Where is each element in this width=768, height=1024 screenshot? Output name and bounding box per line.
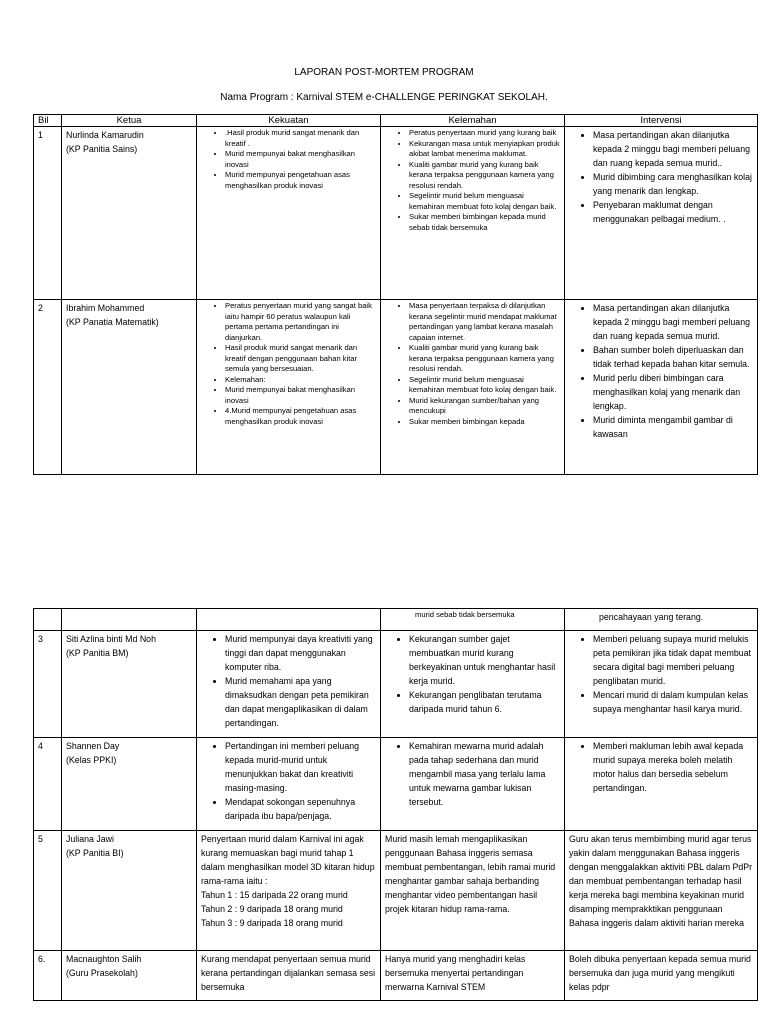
row-kekuatan	[197, 127, 381, 300]
list-item: • Kemahiran mewarna murid adalah pada tahap sederhana dan murid mengambil masa yang terlalu lama untuk mewarna gambar lukisan tersebut.	[409, 739, 560, 809]
header-kelemahan: Kelemahan	[381, 115, 565, 127]
row-kelemahan: Murid masih lemah mengaplikasikan penggunaan Bahasa inggeris semasa membuat pembentangan, lebih ramai murid menghantar gambar sahaja berbanding menghantar video pembentangan hasil projek kitaran hidup rama-rama.	[381, 831, 565, 951]
row-ketua: Siti Azlina binti Md Noh (KP Panitia BM)	[62, 631, 197, 738]
list-item: • Mendapat sokongan sepenuhnya daripada ibu bapa/penjaga.	[225, 795, 376, 823]
row-ketua: Macnaughton Salih (Guru Prasekolah)	[62, 951, 197, 1001]
row-intervensi	[565, 631, 758, 738]
row-bil: 5	[34, 831, 62, 951]
program-name: Nama Program : Karnival STEM e-CHALLENGE PERINGKAT SEKOLAH.	[220, 92, 548, 103]
continuation-row	[34, 609, 758, 631]
list-item: • Kualiti gambar murid yang kurang baik kerana terpaksa penggunaan kamera yang resolusi rendah.	[409, 343, 560, 375]
list-item: • Segelintir murid belum menguasai kemahiran membuat foto kolaj dengan baik.	[409, 375, 560, 396]
table-row	[34, 831, 758, 951]
row-bil: 2	[34, 300, 62, 475]
list-item: • Penyebaran maklumat dengan menggunakan pelbagai medium. .	[593, 198, 753, 226]
row-kekuatan	[197, 631, 381, 738]
table-row	[34, 951, 758, 1001]
list-item: • Murid perlu diberi bimbingan cara menghasilkan kolaj yang menarik dan lengkap.	[593, 371, 753, 413]
list-item: • Kualiti gambar murid yang kurang baik kerana terpaksa penggunaan kamera yang resolusi rendah.	[409, 160, 560, 192]
list-item: • Masa pertandingan akan dilanjutka kepada 2 minggu bagi memberi peluang dan ruang kepada semua murid.	[593, 301, 753, 343]
table-row	[34, 127, 758, 300]
list-item: • Murid mempunyai bakat menghasilkan inovasi	[225, 149, 376, 170]
list-item: • Murid memahami apa yang dimaksudkan dengan peta pemikiran dan dapat mengaplikasikan di dalam pertandingan.	[225, 674, 376, 730]
row-bil: 1	[34, 127, 62, 300]
list-item: • Peratus penyertaan murid yang kurang baik	[409, 128, 560, 139]
list-item: • Segelintir murid belum menguasai kemahiran membuat foto kolaj dengan baik.	[409, 191, 560, 212]
list-item: • Memberi peluang supaya murid melukis peta pemikiran jika tidak dapat membuat secara digital bagi memberi peluang penglibatan murid.	[593, 632, 753, 688]
row-intervensi: Guru akan terus membimbing murid agar terus yakin dalam menggunakan Bahasa inggeris dengan menggalakkan aktiviti PBL dalam PdPr dan membuat pembentangan terhadap hasil kerja mereka bagi membina keyakinan murid disamping memprakktikan penggunaan Bahasa inggeris dalam aktiviti harian mereka	[565, 831, 758, 951]
table-row	[34, 300, 758, 475]
table-row	[34, 738, 758, 831]
list-item: • Sukar memberi bimbingan kepada	[409, 417, 560, 428]
list-item: • Kekurangan penglibatan terutama daripada murid tahun 6.	[409, 688, 560, 716]
page-title: LAPORAN POST-MORTEM PROGRAM	[294, 67, 474, 78]
row-ketua: Ibrahim Mohammed (KP Panatia Matematik)	[62, 300, 197, 475]
row-kelemahan	[381, 631, 565, 738]
list-item: • Murid mempunyai pengetahuan asas menghasilkan produk inovasi	[225, 170, 376, 191]
list-item: • Masa pertandingan akan dilanjutka kepada 2 minggu bagi memberi peluang dan ruang kepada semua murid..	[593, 128, 753, 170]
list-item: • .Hasil produk murid sangat menarik dan kreatif .	[225, 128, 376, 149]
list-item: • Memberi makluman lebih awal kepada murid supaya mereka boleh melatih motor halus dan bersedia sebelum pertandingan.	[593, 739, 753, 795]
row-intervensi: Boleh dibuka penyertaan kepada semua murid bersemuka dan juga murid yang mengikuti kelas pdpr	[565, 951, 758, 1001]
row-intervensi: pencahayaan yang terang.	[565, 609, 758, 631]
list-item: • Peratus penyertaan murid yang sangat baik iaitu hampir 60 peratus walaupun kali pertama pertama pertandingan ini dianjurkan.	[225, 301, 376, 343]
list-item: • Masa penyertaan terpaksa di dilanjutkan kerana segelintir murid mendapat maklumat pertandingan yang lambat kerana masalah capaian internet.	[409, 301, 560, 343]
list-item: • Murid dibimbing cara menghasilkan kolaj yang menarik dan lengkap.	[593, 170, 753, 198]
postmortem-table-page1	[33, 114, 758, 475]
row-kekuatan	[197, 738, 381, 831]
header-intervensi: Intervensi	[565, 115, 758, 127]
table-row	[34, 631, 758, 738]
list-item: • Murid kekurangan sumber/bahan yang mencukupi	[409, 396, 560, 417]
row-kelemahan: Hanya murid yang menghadiri kelas bersemuka menyertai pertandingan merwarna Karnival STEM	[381, 951, 565, 1001]
list-item: • Sukar memberi bimbingan kepada murid sebab tidak bersemuka	[409, 212, 560, 233]
row-ketua: Juliana Jawi (KP Panitia BI)	[62, 831, 197, 951]
list-item: • 4.Murid mempunyai pengetahuan asas menghasilkan produk inovasi	[225, 406, 376, 427]
header-ketua: Ketua	[62, 115, 197, 127]
row-intervensi	[565, 300, 758, 475]
list-item: • Kekurangan sumber gajet membuatkan murid kurang berkeyakinan untuk menghantar hasil kerja murid.	[409, 632, 560, 688]
row-kekuatan	[197, 300, 381, 475]
row-kelemahan	[381, 127, 565, 300]
postmortem-table-page2	[33, 608, 758, 1001]
header-bil: Bil	[34, 115, 62, 127]
list-item: • Kekurangan masa untuk menyiapkan produk akibat lambat menerima maklumat.	[409, 139, 560, 160]
list-item: • Pertandingan ini memberi peluang kepada murid-murid untuk menunjukkan bakat dan kreativiti masing-masing.	[225, 739, 376, 795]
row-kelemahan: murid sebab tidak bersemuka	[381, 609, 565, 631]
list-item: • Kelemahan:	[225, 375, 376, 386]
list-item: • Mencari murid di dalam kumpulan kelas supaya menghantar hasil karya murid.	[593, 688, 753, 716]
row-intervensi	[565, 127, 758, 300]
row-kelemahan	[381, 738, 565, 831]
table-header-row	[34, 115, 758, 127]
row-kelemahan	[381, 300, 565, 475]
list-item: • Hasil produk murid sangat menarik dan kreatif dengan penggunaan bahan kitar semula yang bersesuaian.	[225, 343, 376, 375]
row-kekuatan: Kurang mendapat penyertaan semua murid kerana pertandingan dijalankan semasa sesi bersemuka	[197, 951, 381, 1001]
row-bil: 4	[34, 738, 62, 831]
list-item: • Murid mempunyai bakat menghasilkan inovasi	[225, 385, 376, 406]
row-bil: 6.	[34, 951, 62, 1001]
header-kekuatan: Kekuatan	[197, 115, 381, 127]
row-kekuatan: Penyertaan murid dalam Karnival ini agak kurang memuaskan bagi murid tahap 1 dalam menghasilkan model 3D kitaran hidup rama-rama iaitu : Tahun 1 : 15 daripada 22 orang murid Tahun 2 : 9 daripada 18 orang murid Tahun 3 : 9 daripada 18 orang murid	[197, 831, 381, 951]
row-intervensi	[565, 738, 758, 831]
row-ketua: Shannen Day (Kelas PPKI)	[62, 738, 197, 831]
row-bil: 3	[34, 631, 62, 738]
list-item: • Murid mempunyai daya kreativiti yang tinggi dan dapat menggunakan komputer riba.	[225, 632, 376, 674]
list-item: • Murid diminta mengambil gambar di kawasan	[593, 413, 753, 441]
list-item: • Bahan sumber boleh diperluaskan dan tidak terhad kepada bahan kitar semula.	[593, 343, 753, 371]
row-ketua: Nurlinda Kamarudin (KP Panitia Sains)	[62, 127, 197, 300]
